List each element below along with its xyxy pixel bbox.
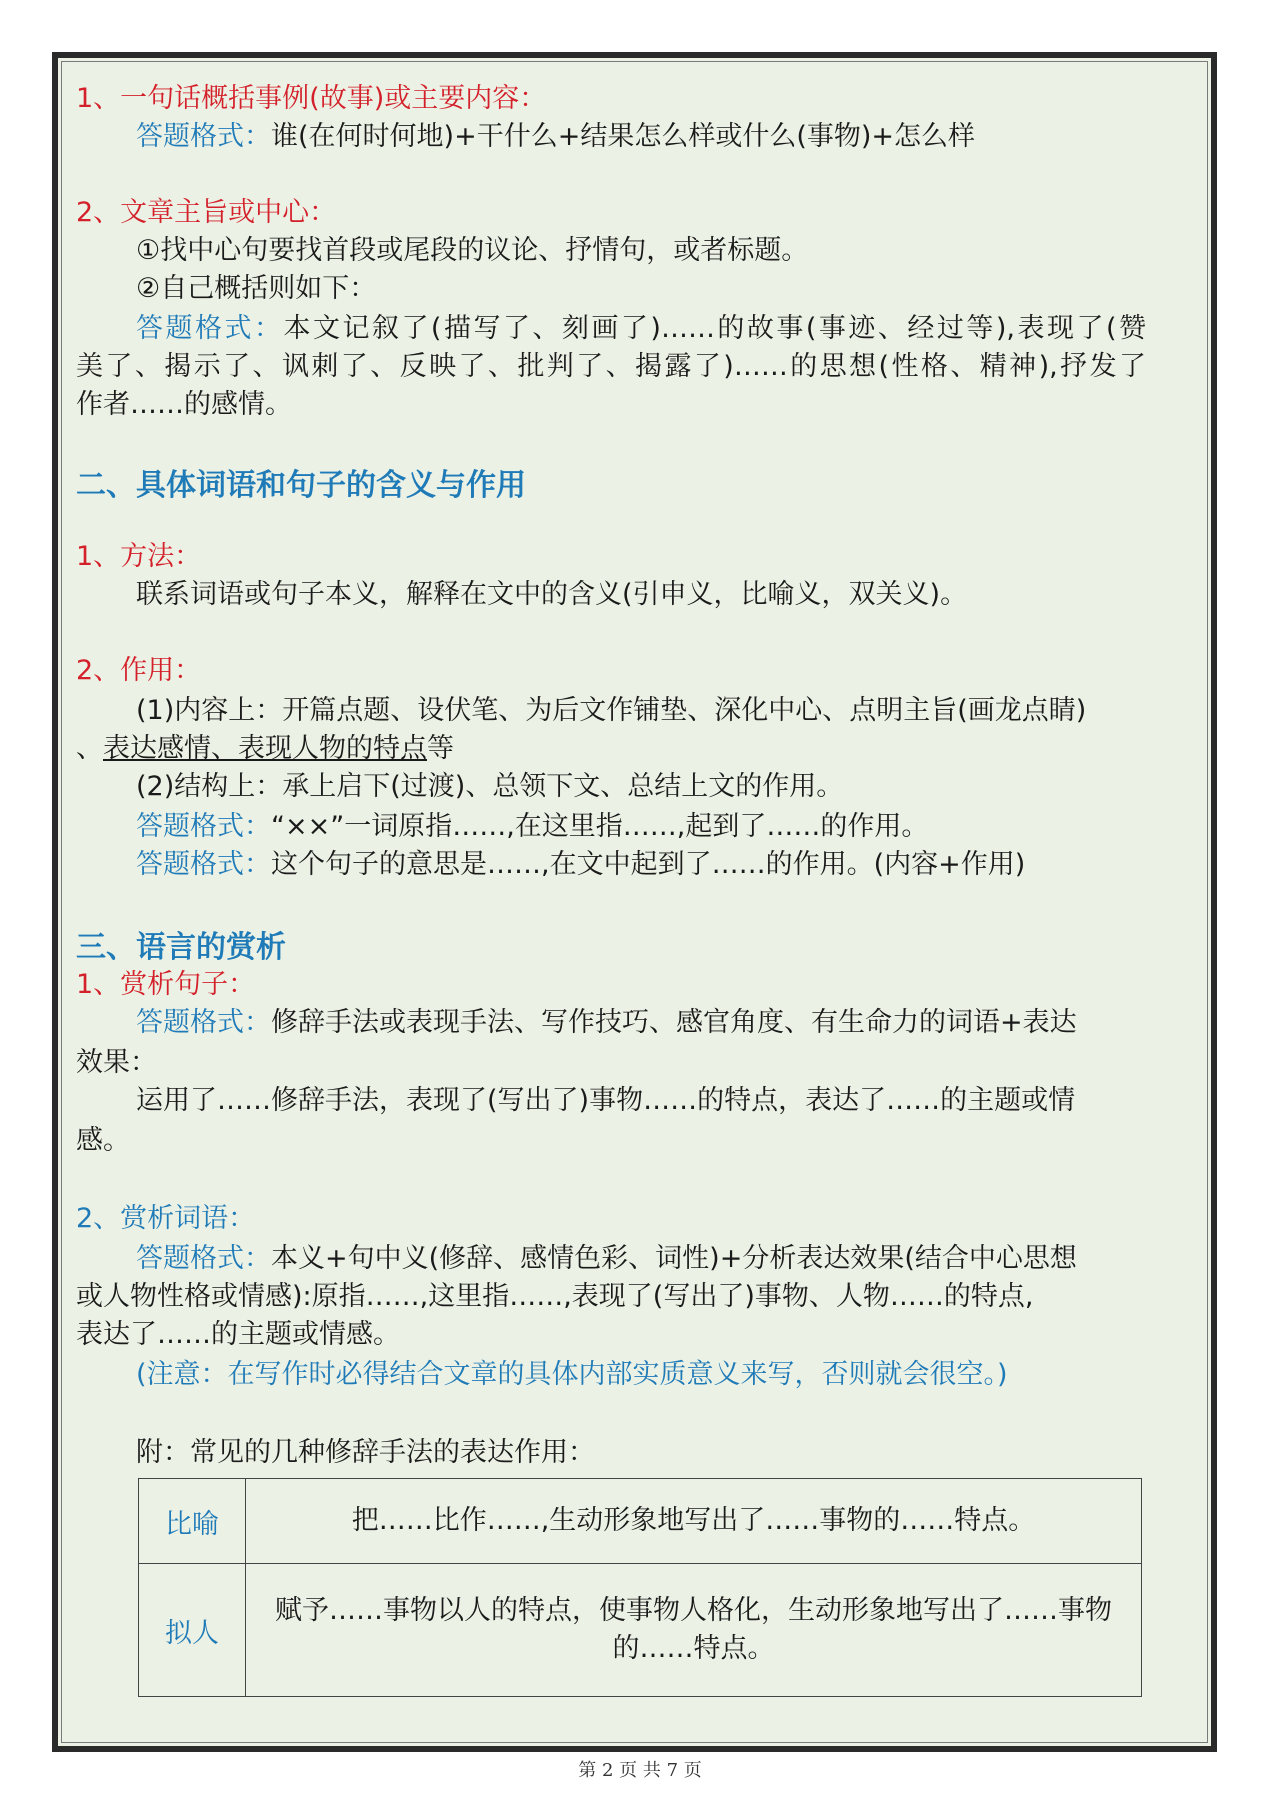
appendix-title: 附：常见的几种修辞手法的表达作用： xyxy=(136,1437,595,1468)
section-title: 2、文章主旨或中心： xyxy=(76,197,337,228)
paragraph-line: 或人物性格或情感):原指……,这里指……,表现了(写出了)事物、人物……的特点, xyxy=(76,1281,1034,1312)
table-cell-name: 拟人 xyxy=(139,1564,246,1696)
paragraph-line: 美了、揭示了、讽刺了、反映了、批判了、揭露了)……的思想(性格、精神),抒发了 xyxy=(76,351,1146,382)
answer-format-label: 答题格式： xyxy=(136,121,271,152)
list-item: ①找中心句要找首段或尾段的议论、抒情句，或者标题。 xyxy=(136,235,809,266)
answer-format-line xyxy=(76,846,1025,884)
paragraph-line: 效果： xyxy=(76,1047,157,1078)
answer-format-label: 答题格式： xyxy=(136,1007,271,1038)
text-suffix: 等 xyxy=(427,733,454,764)
answer-format-line xyxy=(76,310,1146,348)
answer-format-label: 答题格式： xyxy=(136,849,271,880)
section-heading: 三、语言的赏析 xyxy=(76,930,286,965)
paragraph-line: 运用了……修辞手法，表现了(写出了)事物……的特点，表达了……的主题或情 xyxy=(136,1085,1076,1116)
page-number: 第 2 页 共 7 页 xyxy=(578,1760,702,1781)
paragraph-line: 联系词语或句子本义，解释在文中的含义(引申义，比喻义，双关义)。 xyxy=(136,579,968,610)
paragraph-line: 作者……的感情。 xyxy=(76,389,292,420)
section-title: 2、作用： xyxy=(76,655,202,686)
list-item: ②自己概括则如下： xyxy=(136,273,377,304)
table-row xyxy=(139,1479,1141,1564)
section-heading: 二、具体词语和句子的含义与作用 xyxy=(76,468,526,503)
answer-format-line xyxy=(76,1004,1077,1042)
paragraph-line: (1)内容上：开篇点题、设伏笔、为后文作铺垫、深化中心、点明主旨(画龙点睛) xyxy=(136,695,1087,726)
paragraph-line: 感。 xyxy=(76,1125,130,1156)
answer-format-text: 本文记叙了(描写了、刻画了)……的故事(事迹、经过等),表现了(赞 xyxy=(283,313,1147,344)
answer-format-text: 修辞手法或表现手法、写作技巧、感官角度、有生命力的词语+表达 xyxy=(271,1007,1077,1038)
paragraph-line xyxy=(76,730,454,768)
section-title: 1、赏析句子： xyxy=(76,969,256,1000)
underlined-text: 表达感情、表现人物的特点 xyxy=(103,733,427,764)
answer-format-line xyxy=(76,1240,1077,1278)
section-title: 2、赏析词语： xyxy=(76,1203,256,1234)
answer-format-label: 答题格式： xyxy=(136,1243,271,1274)
answer-format-text: 这个句子的意思是……,在文中起到了……的作用。(内容+作用) xyxy=(271,849,1026,880)
section-title: 1、方法： xyxy=(76,541,202,572)
answer-format-line xyxy=(76,118,975,156)
note-text: (注意：在写作时必得结合文章的具体内部实质意义来写，否则就会很空。) xyxy=(136,1359,1008,1390)
answer-format-text: 谁(在何时何地)+干什么+结果怎么样或什么(事物)+怎么样 xyxy=(271,121,976,152)
paragraph-line: 表达了……的主题或情感。 xyxy=(76,1319,400,1350)
table-row xyxy=(139,1564,1141,1696)
paragraph-line: (2)结构上：承上启下(过渡)、总领下文、总结上文的作用。 xyxy=(136,771,844,802)
answer-format-label: 答题格式： xyxy=(136,811,271,842)
answer-format-text: “××”一词原指……,在这里指……,起到了……的作用。 xyxy=(271,811,929,842)
answer-format-text: 本义+句中义(修辞、感情色彩、词性)+分析表达效果(结合中心思想 xyxy=(271,1243,1077,1274)
table-cell-name: 比喻 xyxy=(139,1479,246,1563)
table-cell-desc: 把……比作……,生动形象地写出了……事物的……特点。 xyxy=(351,1505,1036,1536)
answer-format-label: 答题格式： xyxy=(136,313,284,344)
answer-format-line xyxy=(76,808,928,846)
text-prefix: 、 xyxy=(76,733,103,764)
section-title: 1、一句话概括事例(故事)或主要内容： xyxy=(76,83,547,114)
rhetoric-table xyxy=(138,1478,1142,1697)
table-cell-desc: 赋予……事物以人的特点，使事物人格化，生动形象地写出了……事物的……特点。 xyxy=(275,1595,1112,1664)
